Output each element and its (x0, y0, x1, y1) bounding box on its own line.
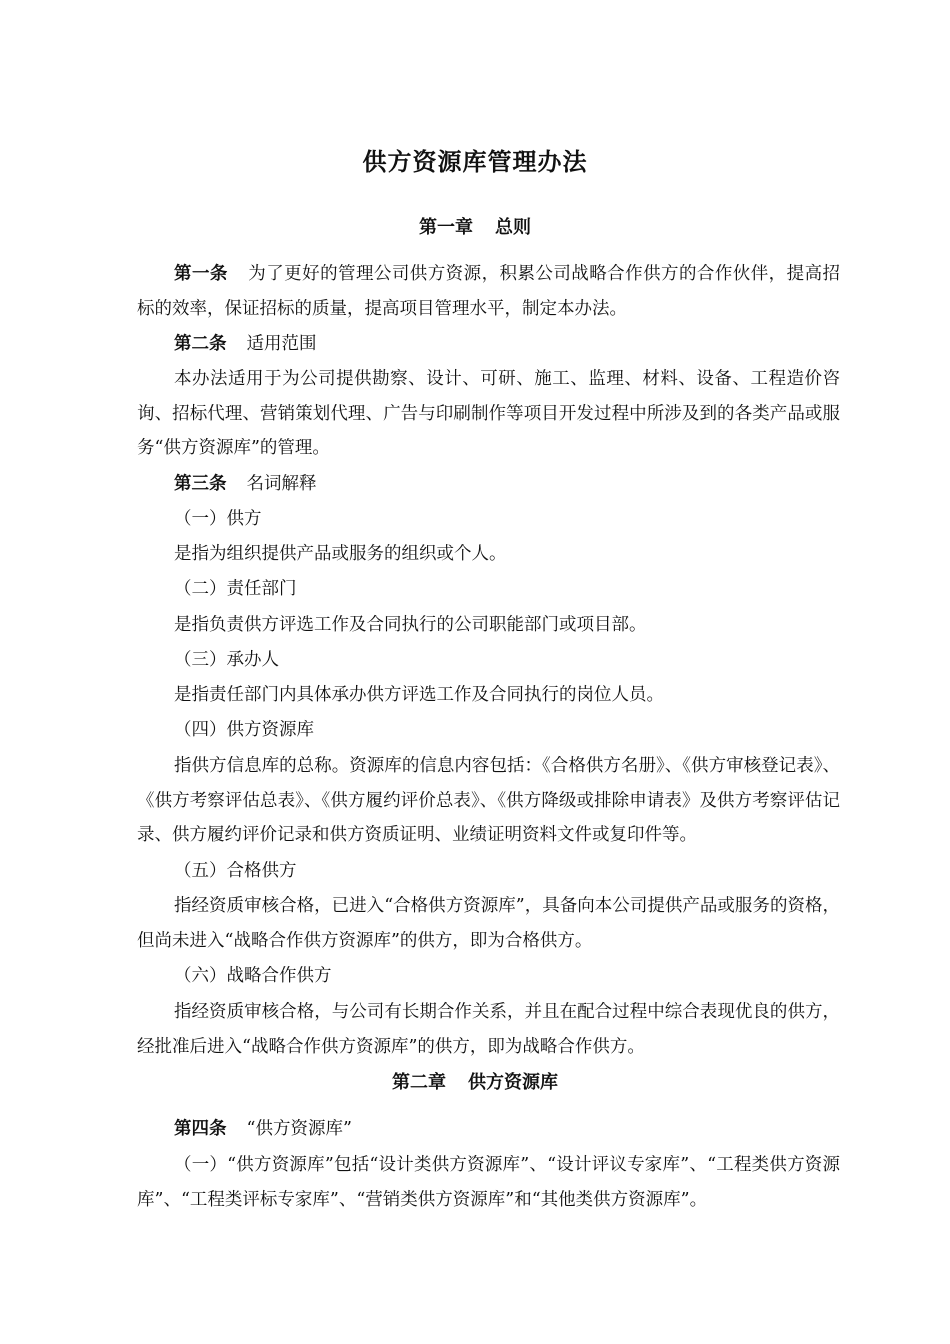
article-3-heading (137, 467, 840, 502)
definition-term: （六）战略合作供方 (174, 966, 332, 986)
chapter-2-heading (0, 1070, 950, 1096)
article-4-heading (137, 1112, 840, 1147)
article-2-label: 第二条 (174, 334, 227, 354)
definition-text: 是指负责供方评选工作及合同执行的公司职能部门或项目部。 (174, 615, 647, 635)
definition-text: 是指责任部门内具体承办供方评选工作及合同执行的岗位人员。 (174, 685, 664, 705)
chapter-2-name: 供方资源库 (468, 1072, 558, 1093)
chapter-2-number: 第二章 (392, 1072, 446, 1093)
article-3-title: 名词解释 (246, 474, 317, 494)
definition-term: （五）合格供方 (174, 861, 297, 881)
document-title: 供方资源库管理办法 (362, 147, 588, 176)
definition-term: （三）承办人 (174, 650, 279, 670)
article-1-text: 为了更好的管理公司供方资源，积累公司战略合作供方的合作伙伴，提高招标的效率，保证招标的质量，提高项目管理水平，制定本办法。 (137, 264, 841, 319)
definition-text: 指经资质审核合格，已进入“合格供方资源库”，具备向本公司提供产品或服务的资格，但尚未进入“战略合作供方资源库”的供方，即为合格供方。 (137, 896, 840, 951)
article-4-label: 第四条 (174, 1119, 227, 1139)
chapter-1-number: 第一章 (419, 217, 473, 238)
definition-text: 指经资质审核合格，与公司有长期合作关系，并且在配合过程中综合表现优良的供方，经批准后进入“战略合作供方资源库”的供方，即为战略合作供方。 (137, 1002, 840, 1057)
definition-term: （四）供方资源库 (174, 720, 314, 740)
definition-text: 指供方信息库的总称。资源库的信息内容包括：《合格供方名册》、《供方审核登记表》、《供方考察评估总表》、《供方履约评价总表》、《供方降级或排除申请表》及供方考察评估记录、供方履约评价记录和供方资质证明、业绩证明资料文件或复印件等。 (137, 756, 840, 845)
definition-term: （二）责任部门 (174, 579, 297, 599)
definition-term: （一）供方 (174, 509, 262, 529)
chapter-1-name: 总则 (495, 217, 531, 238)
chapter-1-heading (0, 215, 950, 241)
article-1 (137, 257, 840, 326)
definition-text: 是指为组织提供产品或服务的组织或个人。 (174, 544, 507, 564)
article-1-label: 第一条 (174, 264, 228, 284)
article-2-text: 本办法适用于为公司提供勘察、设计、可研、施工、监理、材料、设备、工程造价咨询、招标代理、营销策划代理、广告与印刷制作等项目开发过程中所涉及到的各类产品或服务“供方资源库”的管理。 (137, 369, 840, 458)
article-2-heading (137, 327, 840, 362)
article-4-title: “供方资源库” (246, 1119, 352, 1139)
article-4-text: （一）“供方资源库”包括“设计类供方资源库”、“设计评议专家库”、“工程类供方资源库”、“工程类评标专家库”、“营销类供方资源库”和“其他类供方资源库”。 (137, 1155, 840, 1210)
article-2-title: 适用范围 (246, 334, 317, 354)
article-3-label: 第三条 (174, 474, 227, 494)
